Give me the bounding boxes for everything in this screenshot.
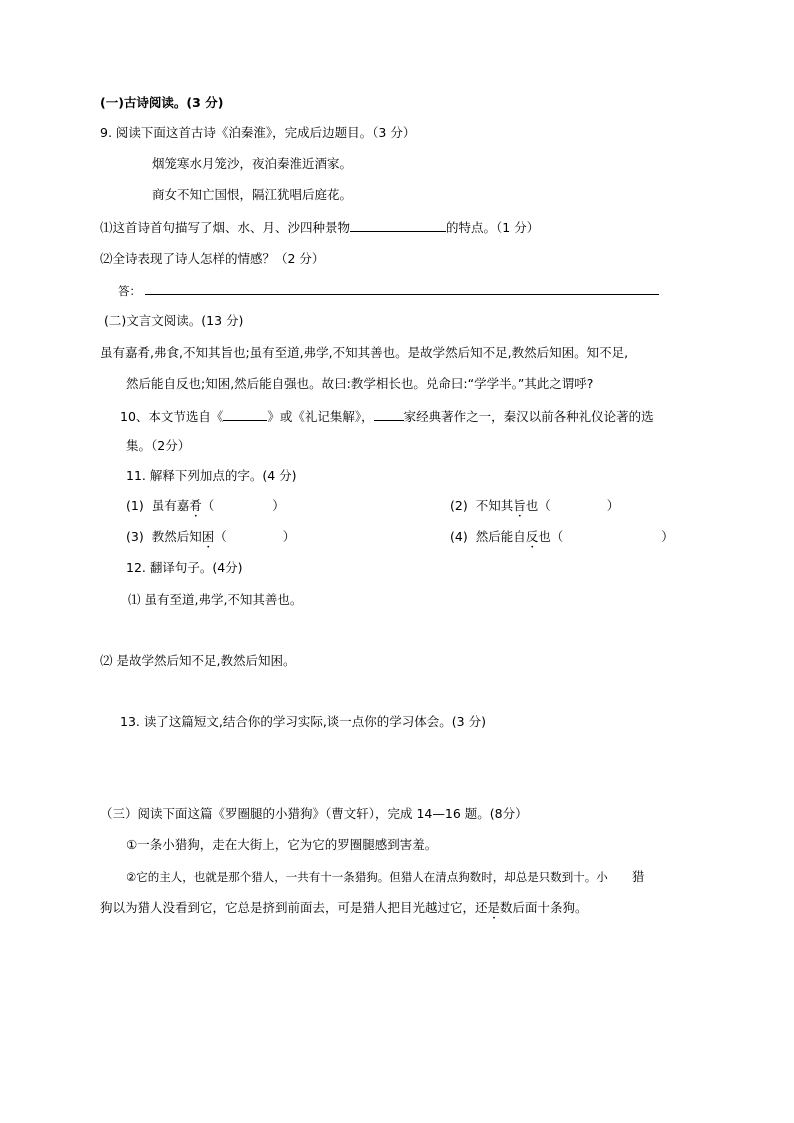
question-12-item-2: ⑵ 是故学然后知不足,教然后知困。	[100, 653, 296, 668]
question-12-stem: 12. 翻译句子。(4分)	[126, 560, 243, 575]
question-9-stem: 9. 阅读下面这首古诗《泊秦淮》，完成后边题目。（3 分）	[100, 125, 416, 140]
question-10-part-a: 10、本文节选自《	[120, 409, 224, 424]
question-11-item-1	[126, 498, 285, 520]
question-11-item-4	[450, 529, 674, 551]
question-11-stem: 11. 解释下列加点的字。(4 分)	[126, 468, 297, 483]
item-text: 不知其	[475, 498, 514, 513]
poem-line-2: 商女不知亡国恨，隔江犹唱后庭花。	[152, 187, 353, 202]
dotted-character: 旨	[513, 498, 526, 513]
question-9-sub-1-text: ⑴这首诗首句描写了烟、水、月、沙四种景物	[100, 220, 351, 235]
dotted-character: 肴	[189, 498, 202, 513]
story-paragraph-1: ①一条小猎狗，走在大街上，它为它的罗圈腿感到害羞。	[126, 837, 438, 852]
dotted-character: 是	[487, 900, 501, 915]
question-10-part-b: 》或《礼记集解》，	[267, 409, 374, 424]
close-paren: ）	[272, 498, 285, 513]
story-paragraph-3	[100, 900, 588, 922]
story-paragraph-2-text: ②它的主人，也就是那个猎人，一共有十一条猎狗。但猎人在清点狗数时，却总是只数到十。小	[126, 870, 608, 884]
dotted-character: 困	[201, 529, 215, 544]
close-paren: ）	[661, 529, 674, 544]
answer-blank[interactable]	[374, 408, 404, 421]
passage-line-2: 然后能自反也;知困,然后能自强也。故曰:教学相长也。兑命曰:“学学半。”其此之谓呼?	[126, 376, 594, 391]
open-paren: （	[201, 498, 215, 513]
question-9-sub-1-tail: 的特点。（1 分）	[446, 220, 540, 235]
item-number: (4)	[450, 529, 468, 544]
question-10	[120, 408, 654, 425]
story-paragraph-2	[126, 869, 644, 885]
question-9-sub-1	[100, 219, 539, 236]
close-paren: ）	[282, 529, 296, 544]
passage-line-1: 虽有嘉肴,弗食,不知其旨也;虽有至道,弗学,不知其善也。是故学然后知不足,教然后知困。知不足,	[100, 345, 629, 360]
close-paren: ）	[606, 498, 620, 513]
open-paren: （	[214, 529, 227, 544]
question-10-part-c: 家经典著作之一，秦汉以前各种礼仪论著的选	[403, 409, 654, 424]
story-paragraph-2-tail: 猎	[631, 869, 645, 884]
poem-line-1: 烟笼寒水月笼沙，夜泊秦淮近酒家。	[152, 156, 353, 171]
answer-blank[interactable]	[145, 282, 659, 295]
answer-blank[interactable]	[223, 408, 267, 421]
item-text: 然后能自	[475, 529, 526, 544]
item-text: 也	[525, 498, 539, 513]
section-2-title: (二)文言文阅读。(13 分)	[104, 313, 244, 328]
item-number: (2)	[450, 498, 468, 513]
question-10-line-2: 集。（2分）	[126, 438, 191, 453]
item-text: 教然后知	[151, 529, 202, 544]
open-paren: （	[538, 498, 551, 513]
question-11-item-3	[126, 529, 295, 551]
dotted-character: 反	[525, 529, 539, 544]
question-13-stem: 13. 读了这篇短文,结合你的学习实际,谈一点你的学习体会。(3 分)	[120, 714, 486, 729]
item-number: (3)	[126, 529, 144, 544]
story-paragraph-3-tail: 数后面十条狗。	[500, 900, 588, 915]
question-12-item-1: ⑴ 虽有至道,弗学,不知其善也。	[128, 592, 303, 607]
answer-line	[118, 282, 659, 299]
question-11-item-2	[450, 498, 619, 520]
item-text: 虽有嘉	[151, 498, 190, 513]
answer-label: 答：	[118, 284, 141, 298]
question-9-sub-2: ⑵全诗表现了诗人怎样的情感？（2 分）	[100, 251, 325, 266]
item-text: 也	[538, 529, 551, 544]
item-number: (1)	[126, 498, 144, 513]
story-paragraph-3-text: 狗以为猎人没看到它，它总是挤到前面去，可是猎人把目光越过它，还	[100, 900, 488, 915]
open-paren: （	[550, 529, 564, 544]
answer-blank[interactable]	[350, 219, 446, 232]
section-1-title: (一)古诗阅读。(3 分)	[100, 95, 224, 110]
section-3-title: （三）阅读下面这篇《罗圈腿的小猎狗》（曹文轩），完成 14—16 题。(8分）	[100, 806, 528, 821]
